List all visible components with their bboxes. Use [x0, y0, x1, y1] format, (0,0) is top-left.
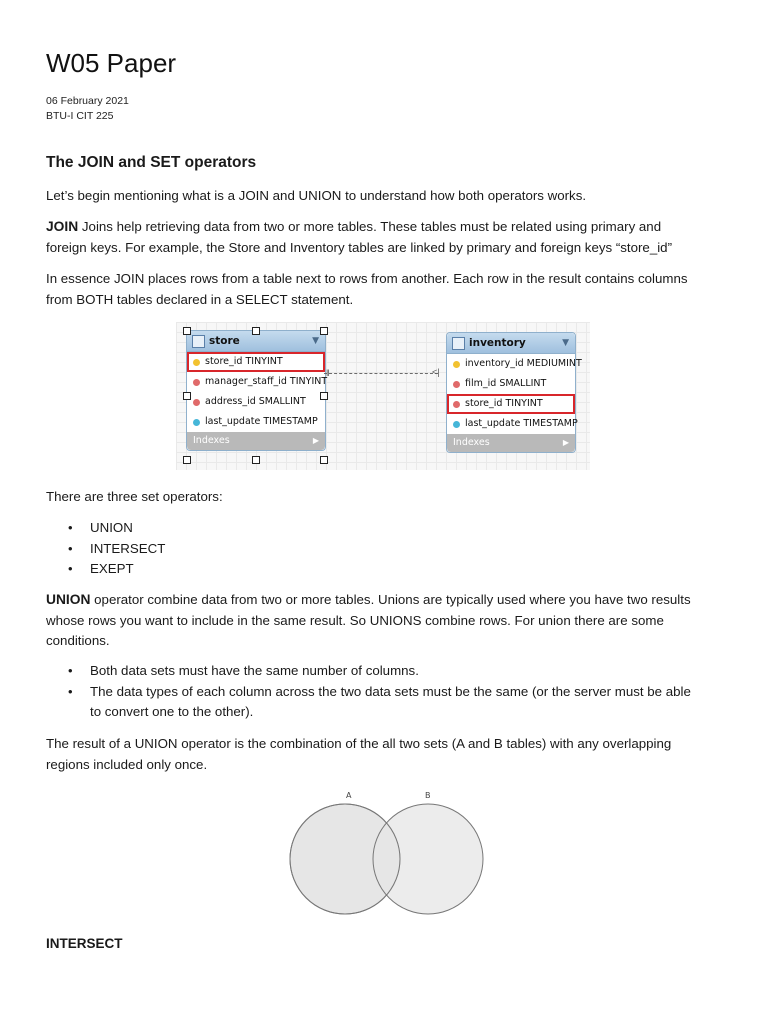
document-title: W05 Paper — [46, 48, 177, 78]
column-row[interactable] — [447, 414, 578, 434]
intro-paragraph: Let’s begin mentioning what is a JOIN and UNION to understand how both operators works. — [46, 188, 587, 203]
column-label: inventory_id MEDIUMINT — [465, 358, 582, 369]
join-paragraph — [46, 217, 726, 258]
union-text-line-1: operator combine data from two or more tables. Unions are typically used where you have two results — [90, 592, 691, 607]
column-row[interactable] — [187, 372, 328, 392]
union-result-line-1: The result of a UNION operator is the combination of the all two sets (A and B tables) with any overlapping — [46, 736, 672, 751]
selection-handle[interactable] — [183, 327, 191, 335]
set-a-label: A — [346, 791, 352, 800]
essence-line-1: In essence JOIN places rows from a table next to rows from another. Each row in the result contains columns — [46, 271, 688, 286]
column-icon — [453, 421, 460, 428]
column-row[interactable] — [187, 352, 325, 372]
foreign-key-icon — [193, 399, 200, 406]
list-item: • INTERSECT — [46, 539, 726, 560]
list-item-line: to convert one to the other). — [90, 704, 254, 719]
list-item-line: • The data types of each column across the two data sets must be the same (or the server must be able — [90, 683, 691, 699]
list-item: • EXEPT — [46, 559, 726, 580]
store-table-name: store — [209, 335, 240, 347]
expand-arrow-icon: ▶ — [562, 438, 569, 447]
column-label: film_id SMALLINT — [465, 378, 547, 389]
essence-paragraph — [46, 269, 726, 310]
join-text-line-1: Joins help retrieving data from two or more tables. These tables must be related using primary and — [78, 219, 662, 234]
one-cardinality-icon: ‖ — [326, 368, 330, 378]
section-heading: The JOIN and SET operators — [46, 154, 257, 171]
expand-arrow-icon: ▶ — [312, 436, 319, 445]
intersect-heading: INTERSECT — [46, 936, 123, 951]
document-date: 06 February 2021 — [46, 95, 129, 107]
course-code: BTU-I CIT 225 — [46, 110, 114, 122]
column-label: store_id TINYINT — [205, 356, 283, 367]
inventory-table-header — [447, 333, 575, 354]
selection-handle[interactable] — [320, 456, 328, 464]
column-row[interactable] — [187, 392, 325, 412]
selection-handle[interactable] — [320, 392, 328, 400]
selection-handle[interactable] — [320, 327, 328, 335]
inventory-table — [446, 332, 582, 453]
list-item: • UNION — [46, 518, 726, 539]
table-icon — [192, 335, 205, 348]
union-conditions-list — [46, 661, 726, 723]
primary-key-icon — [193, 359, 200, 366]
union-result-line-2: regions included only once. — [46, 756, 208, 772]
column-row[interactable] — [447, 354, 582, 374]
many-cardinality-icon: <| — [432, 367, 440, 377]
primary-key-icon — [453, 361, 460, 368]
column-label: store_id TINYINT — [465, 398, 543, 409]
set-operators-list — [46, 518, 726, 580]
column-row[interactable] — [447, 374, 575, 394]
column-icon — [193, 419, 200, 426]
set-b-label: B — [425, 791, 431, 800]
indexes-label: Indexes — [453, 437, 490, 448]
join-text-line-2: foreign keys. For example, the Store and Inventory tables are linked by primary and foreign keys “store_id” — [46, 239, 672, 255]
inventory-table-name: inventory — [469, 337, 526, 349]
column-label: last_update TIMESTAMP — [465, 418, 578, 429]
inventory-columns — [447, 354, 582, 434]
collapse-arrow-icon: ▼ — [562, 338, 569, 348]
list-item: • Both data sets must have the same number of columns. — [46, 661, 726, 682]
set-operators-intro: There are three set operators: — [46, 489, 223, 504]
union-text-line-3: conditions. — [46, 633, 110, 648]
union-result-paragraph — [46, 734, 726, 775]
column-label: last_update TIMESTAMP — [205, 416, 318, 427]
essence-line-2: from BOTH tables declared in a SELECT statement. — [46, 291, 354, 307]
join-term: JOIN — [46, 219, 79, 234]
column-row[interactable] — [187, 412, 325, 432]
set-b-circle — [373, 804, 483, 914]
selection-handle[interactable] — [183, 392, 191, 400]
selection-handle[interactable] — [183, 456, 191, 464]
selection-handle[interactable] — [252, 456, 260, 464]
store-table — [186, 330, 326, 451]
union-paragraph — [46, 590, 726, 652]
union-text-line-2: whose rows you want to include in the same result. So UNIONS combine rows. For union there are some — [46, 612, 664, 628]
relationship-line — [324, 373, 438, 374]
store-columns — [187, 352, 328, 432]
collapse-arrow-icon: ▼ — [312, 336, 319, 346]
foreign-key-icon — [453, 381, 460, 388]
list-item — [46, 682, 726, 723]
selection-handle[interactable] — [252, 327, 260, 335]
column-label: manager_staff_id TINYINT — [205, 376, 328, 387]
table-icon — [452, 337, 465, 350]
erd-diagram — [176, 322, 590, 470]
indexes-label: Indexes — [193, 435, 230, 446]
foreign-key-icon — [453, 401, 460, 408]
column-row[interactable] — [447, 394, 575, 414]
column-label: address_id SMALLINT — [205, 396, 306, 407]
inventory-indexes — [447, 434, 575, 452]
foreign-key-icon — [193, 379, 200, 386]
union-venn-diagram — [284, 786, 484, 926]
store-indexes — [187, 432, 325, 450]
union-term: UNION — [46, 592, 91, 607]
